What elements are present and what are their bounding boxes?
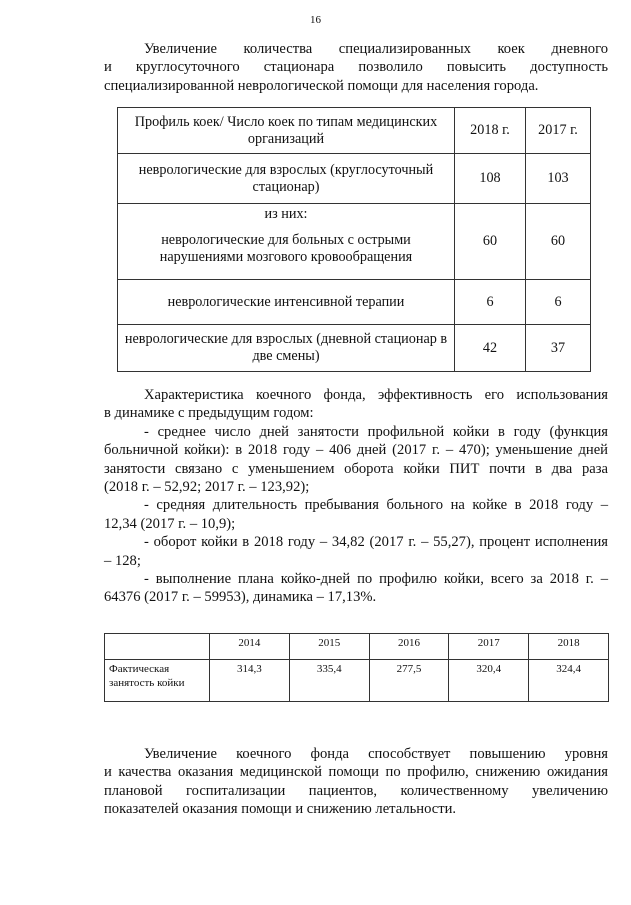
row-value: 324,4	[529, 660, 609, 702]
page-number: 16	[310, 14, 321, 26]
row-label: неврологические для больных с острыми нарушениями мозгового кровообращения	[159, 232, 413, 265]
text-line: специализированной неврологической помощи для населения города.	[104, 77, 539, 94]
text-line: - средняя длительность пребывания больного на койке в 2018 году –	[144, 497, 608, 514]
header-2017: 2017 г.	[526, 108, 591, 154]
table-row	[118, 280, 591, 325]
text-line: плановой госпитализации пациентов, количественному увеличению	[104, 782, 608, 799]
row-value-2017: 60	[526, 204, 591, 280]
header-year: 2018	[529, 634, 609, 660]
text-line: занятости связано с уменьшением оборота койки ПИТ почти в два раза	[104, 460, 608, 477]
occupancy-table	[104, 633, 609, 702]
text-line: Характеристика коечного фонда, эффективность его использования	[144, 387, 608, 403]
characteristics-paragraph	[104, 386, 608, 607]
header-profile: Профиль коек/ Число коек по типам медицинских организаций	[118, 108, 455, 154]
header-year: 2014	[210, 634, 290, 660]
row-label: неврологические интенсивной терапии	[118, 280, 455, 325]
header-2018: 2018 г.	[455, 108, 526, 154]
row-value: 335,4	[289, 660, 369, 702]
text-line: больничной койки): в 2018 году – 406 дней (2017 г. – 470); уменьшение дней	[104, 442, 608, 459]
conclusion-paragraph	[104, 745, 608, 819]
header-year: 2015	[289, 634, 369, 660]
row-value-2017: 37	[526, 325, 591, 372]
text-line: – 128;	[104, 552, 141, 569]
row-value-2018: 60	[455, 204, 526, 280]
text-line: (2018 г. – 52,92; 2017 г. – 123,92);	[104, 479, 310, 496]
text-line: Увеличение количества специализированных коек дневного	[144, 41, 608, 57]
row-value: 314,3	[210, 660, 290, 702]
row-label-cell	[118, 204, 455, 280]
text-line: и круглосуточного стационара позволило повысить доступность	[104, 59, 608, 76]
table-row	[105, 660, 609, 702]
row-value-2018: 6	[455, 280, 526, 325]
text-line: - выполнение плана койко-дней по профилю койки, всего за 2018 г. –	[144, 571, 608, 588]
row-label: неврологические для взрослых (дневной стационар в две смены)	[118, 325, 455, 372]
header-year: 2017	[449, 634, 529, 660]
row-prefix: из них:	[264, 206, 308, 222]
row-value: 277,5	[369, 660, 449, 702]
intro-paragraph	[104, 40, 608, 95]
table-row	[118, 325, 591, 372]
text-line: - оборот койки в 2018 году – 34,82 (2017 г. – 55,27), процент исполнения	[144, 534, 608, 551]
text-line: показателей оказания помощи и снижению летальности.	[104, 801, 457, 818]
row-value: 320,4	[449, 660, 529, 702]
table-header-row	[118, 108, 591, 154]
text-line: 64376 (2017 г. – 59953), динамика – 17,13%.	[104, 589, 377, 606]
row-label: Фактическая занятость койки	[105, 660, 210, 702]
row-value-2017: 6	[526, 280, 591, 325]
text-line: и качества оказания медицинской помощи по профилю, снижению ожидания	[104, 764, 608, 781]
text-line: в динамике с предыдущим годом:	[104, 405, 314, 422]
text-line: 12,34 (2017 г. – 10,9);	[104, 515, 236, 532]
row-value-2017: 103	[526, 154, 591, 204]
header-year: 2016	[369, 634, 449, 660]
row-value-2018: 42	[455, 325, 526, 372]
table-row	[118, 204, 591, 280]
row-value-2018: 108	[455, 154, 526, 204]
header-empty	[105, 634, 210, 660]
beds-table	[117, 107, 591, 372]
text-line: - среднее число дней занятости профильной койки в году (функция	[144, 423, 608, 440]
text-line: Увеличение коечного фонда способствует повышению уровня	[144, 746, 608, 762]
table-row	[118, 154, 591, 204]
table-header-row	[105, 634, 609, 660]
row-label: неврологические для взрослых (круглосуточный стационар)	[118, 154, 455, 204]
